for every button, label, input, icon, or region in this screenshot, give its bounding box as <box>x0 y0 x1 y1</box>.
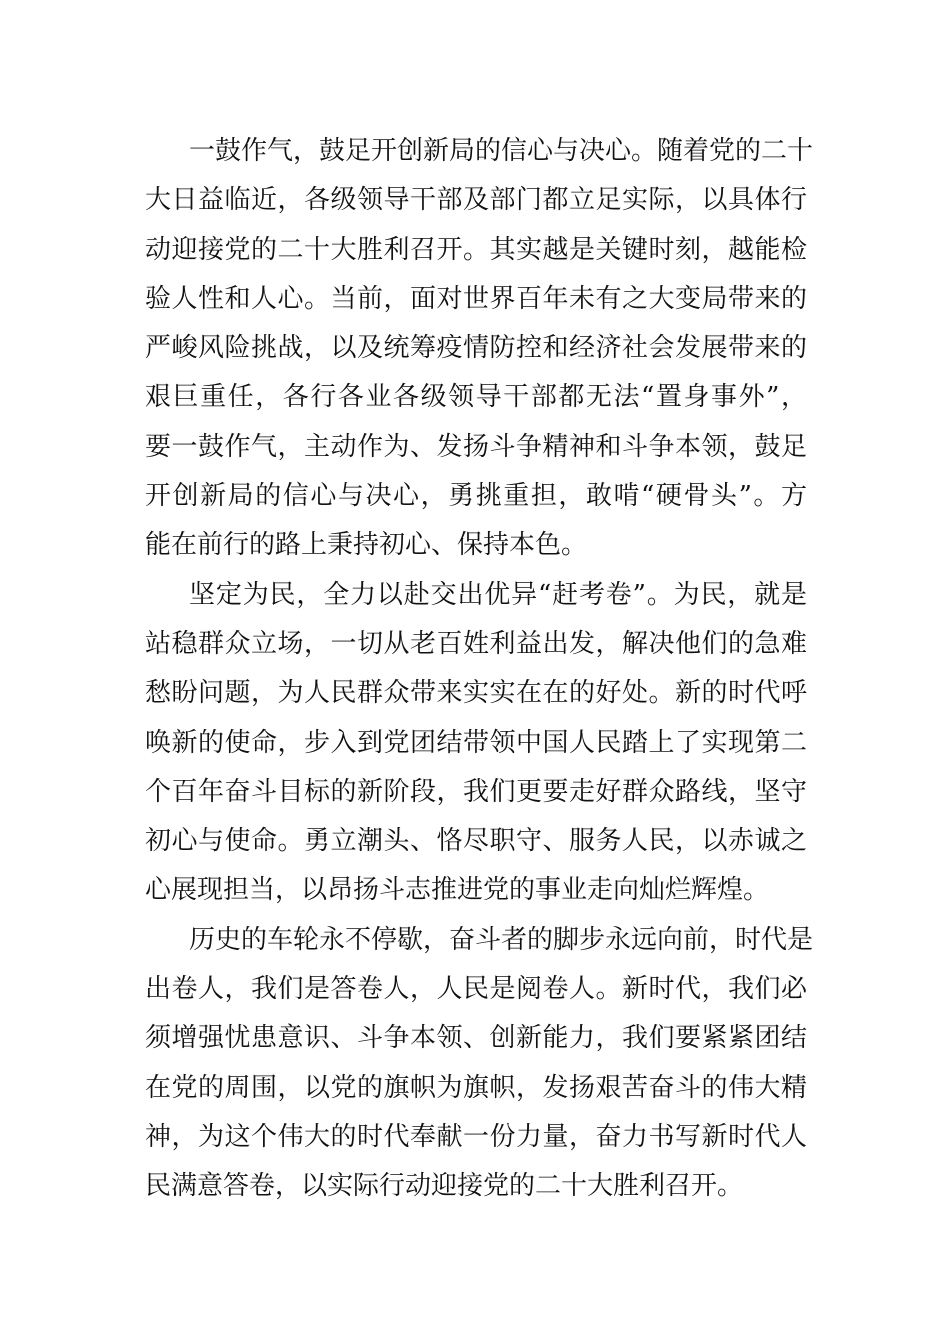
paragraph-line: 要一鼓作气，主动作为、发扬斗争精神和斗争本领，鼓足 <box>145 431 807 462</box>
paragraph-line: 初心与使命。勇立潮头、恪尽职守、服务人民，以赤诚之 <box>145 826 807 857</box>
paragraph-1 <box>145 127 814 571</box>
paragraph-line: 开创新局的信心与决心，勇挑重担，敢啃“硬骨头”。方 <box>145 481 807 512</box>
paragraph-2 <box>145 571 807 916</box>
paragraph-line: 一鼓作气，鼓足开创新局的信心与决心。随着党的二十 <box>189 136 814 166</box>
paragraph-line: 愁盼问题，为人民群众带来实实在在的好处。新的时代呼 <box>145 678 807 709</box>
paragraph-line: 验人性和人心。当前，面对世界百年未有之大变局带来的 <box>145 283 807 314</box>
paragraph-line: 站稳群众立场，一切从老百姓利益出发，解决他们的急难 <box>145 628 807 659</box>
paragraph-3 <box>145 916 814 1212</box>
paragraph-line: 个百年奋斗目标的新阶段，我们更要走好群众路线，坚守 <box>145 776 807 807</box>
paragraph-line: 历史的车轮永不停歇，奋斗者的脚步永远向前，时代是 <box>189 924 814 955</box>
paragraph-line: 大日益临近，各级领导干部及部门都立足实际，以具体行 <box>145 185 807 216</box>
document-body <box>145 127 814 1212</box>
paragraph-line: 坚定为民，全力以赴交出优异“赶考卷”。为民，就是 <box>189 579 807 610</box>
paragraph-line: 唤新的使命，步入到党团结带领中国人民踏上了实现第二 <box>145 727 807 758</box>
paragraph-line: 艰巨重任，各行各业各级领导干部都无法“置身事外”， <box>145 382 807 413</box>
paragraph-line: 能在前行的路上秉持初心、保持本色。 <box>145 530 588 561</box>
paragraph-line: 出卷人，我们是答卷人，人民是阅卷人。新时代，我们必 <box>145 974 807 1005</box>
paragraph-line: 严峻风险挑战，以及统筹疫情防控和经济社会发展带来的 <box>145 333 807 364</box>
paragraph-line: 神，为这个伟大的时代奉献一份力量，奋力书写新时代人 <box>145 1121 807 1152</box>
paragraph-line: 在党的周围，以党的旗帜为旗帜，发扬艰苦奋斗的伟大精 <box>145 1072 807 1103</box>
paragraph-line: 动迎接党的二十大胜利召开。其实越是关键时刻，越能检 <box>145 234 807 265</box>
paragraph-line: 心展现担当，以昂扬斗志推进党的事业走向灿烂辉煌。 <box>145 875 770 906</box>
paragraph-line: 须增强忧患意识、斗争本领、创新能力，我们要紧紧团结 <box>145 1023 807 1054</box>
paragraph-line: 民满意答卷，以实际行动迎接党的二十大胜利召开。 <box>145 1171 744 1202</box>
